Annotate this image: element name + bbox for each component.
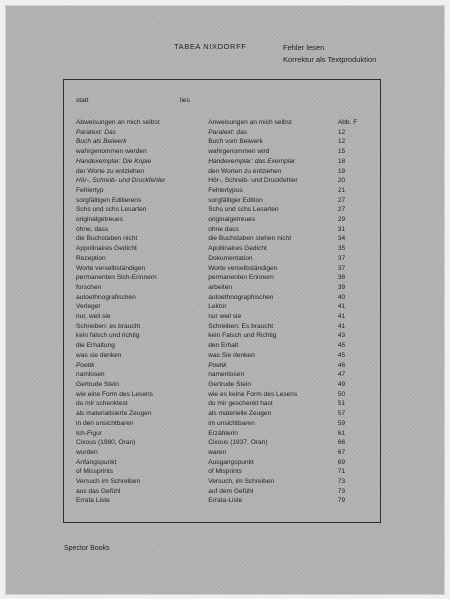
errata-row (76, 361, 376, 371)
errata-page-cell: 27 (337, 196, 346, 204)
errata-row (76, 176, 376, 186)
errata-page-cell: 41 (337, 313, 346, 321)
errata-lies-cell: Schreiben: Es braucht (208, 322, 274, 330)
errata-lies-cell: Buch vom Beiwerk (208, 138, 263, 146)
errata-lies-cell: permanenten Erinnern (208, 274, 274, 282)
errata-lies-cell: als materielle Zeugen (208, 410, 272, 418)
publisher-name: Spector Books (64, 545, 110, 552)
errata-lies-cell: originalgetreues (208, 216, 256, 224)
errata-lies-cell: Fehlertypus (208, 186, 243, 194)
errata-page-cell: 12 (337, 138, 346, 146)
errata-statt-cell: Anfangspunkt (76, 458, 117, 466)
errata-statt-cell: wahrgenommen werden (76, 148, 147, 156)
errata-statt-cell: der Worte zu entziehen (76, 167, 145, 175)
errata-lies-cell: Schs und schs Lesarten (208, 206, 279, 214)
errata-page-cell: 45 (337, 342, 346, 350)
errata-row (76, 341, 376, 351)
errata-lies-cell: Errata-Liste (208, 497, 243, 505)
errata-lies-cell: waren (208, 448, 227, 456)
errata-page-cell: 79 (337, 497, 346, 505)
errata-statt-cell: Appolinaires Gedicht (76, 245, 137, 253)
errata-lies-cell: ohne dass (208, 225, 239, 233)
errata-statt-cell: Paratext: Das (76, 128, 116, 136)
errata-page-cell: 12 (337, 128, 346, 136)
errata-page-cell: 29 (337, 216, 346, 224)
column-header-lies: lies (180, 97, 190, 104)
errata-statt-cell: Abweisungen an mich selbst (76, 119, 160, 126)
errata-statt-cell: Handexemplar: Die Kopie (76, 157, 152, 165)
errata-table (76, 118, 376, 506)
errata-row (76, 264, 376, 274)
errata-statt-cell: die Erhaltung (76, 342, 115, 350)
errata-statt-cell: du mir schenktest (76, 400, 128, 408)
errata-row (76, 399, 376, 409)
errata-row (76, 467, 376, 477)
errata-lies-cell: im unsichtbaren (208, 419, 255, 427)
errata-lies-cell: Apollinaires Gedicht (208, 245, 267, 253)
errata-row (76, 458, 376, 468)
errata-page-cell: 35 (337, 245, 346, 253)
errata-statt-cell: Schs und schs Lesarten (76, 206, 147, 214)
errata-lies-cell: Versuch, im Schreiben (208, 478, 275, 486)
errata-statt-cell: Buch als Beiwerk (76, 138, 127, 146)
errata-lies-cell: auf dem Gefühl (208, 487, 254, 495)
errata-statt-cell: was sie denken (76, 351, 122, 359)
errata-row (76, 118, 376, 128)
errata-statt-cell: originalgetreues (76, 216, 123, 224)
errata-row (76, 283, 376, 293)
errata-page-cell: 39 (337, 283, 346, 291)
errata-page-cell: 71 (337, 468, 346, 476)
errata-lies-cell: Poetik (208, 361, 227, 369)
errata-page-cell: 41 (337, 303, 346, 311)
errata-statt-cell: Verleger (76, 303, 101, 311)
errata-row (76, 147, 376, 157)
errata-lies-cell: Cixous (1937, Oran) (208, 439, 268, 447)
title-line: Fehler lesen (283, 43, 325, 52)
errata-lies-cell: wie es keine Form des Lesens (208, 390, 298, 398)
errata-statt-cell: namlosen (76, 371, 105, 379)
errata-page-cell: 50 (337, 390, 346, 398)
errata-lies-cell: wahrgenommen wird (208, 148, 270, 156)
errata-row (76, 225, 376, 235)
column-header-statt: statt (76, 97, 89, 104)
errata-statt-cell: als materialisierte Zeugen (76, 410, 152, 418)
errata-statt-cell: Errata Liste (76, 497, 110, 505)
errata-statt-cell: Rezeption (76, 254, 106, 262)
errata-statt-cell: ohne, dass (76, 225, 109, 233)
errata-lies-cell: Worte verselbständigen (208, 264, 278, 272)
errata-lies-cell: Anweisungen an mich selbst (208, 119, 292, 126)
errata-row (76, 128, 376, 138)
errata-statt-cell: Cixous (1980, Oran) (76, 439, 136, 447)
errata-page-cell: 19 (337, 167, 346, 175)
errata-row (76, 312, 376, 322)
errata-statt-cell: wie eine Form des Lesens (76, 390, 153, 398)
book-title (283, 42, 376, 66)
errata-row (76, 429, 376, 439)
errata-lies-cell: Lektor (208, 303, 227, 311)
errata-lies-cell: nur weil sie (208, 313, 242, 321)
errata-page-cell: 27 (337, 206, 346, 214)
errata-row (76, 167, 376, 177)
errata-statt-cell: aus das Gefühl (76, 487, 121, 495)
errata-page-cell: Abb. F (337, 119, 358, 126)
errata-row (76, 302, 376, 312)
errata-lies-cell: kein Falsch und Richtig (208, 332, 277, 340)
errata-statt-cell: Gertrude Stein (76, 380, 119, 388)
errata-page-cell: 37 (337, 254, 346, 262)
errata-lies-cell: Gertrude Stein (208, 380, 252, 388)
errata-page-cell: 69 (337, 458, 346, 466)
errata-row (76, 390, 376, 400)
errata-page-cell: 49 (337, 380, 346, 388)
errata-row (76, 293, 376, 303)
errata-statt-cell: Ich-Figur (76, 429, 103, 437)
errata-row (76, 196, 376, 206)
errata-row (76, 477, 376, 487)
errata-lies-cell: Hör-, Schreib- und Druckfehler (208, 177, 298, 185)
errata-lies-cell: du mir geschenkt hast (208, 400, 273, 408)
errata-page-cell: 45 (337, 351, 346, 359)
errata-statt-cell: Hör-, Schreib- und Druckfehler (76, 177, 166, 185)
errata-row (76, 157, 376, 167)
errata-page-cell: 67 (337, 448, 346, 456)
errata-row (76, 322, 376, 332)
errata-page-cell: 40 (337, 293, 346, 301)
errata-page-cell: 20 (337, 177, 346, 185)
errata-lies-cell: autoethnographischen (208, 293, 274, 301)
errata-lies-cell: Erzählerin (208, 429, 238, 437)
errata-page-cell: 15 (337, 148, 346, 156)
errata-page-cell: 47 (337, 371, 346, 379)
errata-lies-cell: namenlosen (208, 371, 245, 379)
errata-page-cell: 41 (337, 322, 346, 330)
errata-row (76, 370, 376, 380)
errata-lies-cell: was Sie denken (208, 351, 255, 359)
errata-row (76, 273, 376, 283)
errata-page-cell: 37 (337, 264, 346, 272)
errata-statt-cell: die Buchstaben nicht (76, 235, 138, 243)
errata-row (76, 419, 376, 429)
errata-page-cell: 66 (337, 439, 346, 447)
errata-row (76, 331, 376, 341)
errata-row (76, 487, 376, 497)
errata-page-cell: 59 (337, 419, 346, 427)
errata-statt-cell: of Missprints (76, 468, 114, 476)
errata-lies-cell: Ausgangspunkt (208, 458, 254, 466)
errata-page-cell: 34 (337, 235, 346, 243)
errata-row (76, 438, 376, 448)
errata-row (76, 351, 376, 361)
errata-page-cell: 21 (337, 186, 346, 194)
errata-page-cell: 31 (337, 225, 346, 233)
errata-row (76, 205, 376, 215)
errata-row (76, 215, 376, 225)
errata-statt-cell: kein falsch und richtig (76, 332, 140, 340)
errata-page-cell: 61 (337, 429, 346, 437)
errata-row (76, 186, 376, 196)
errata-row (76, 448, 376, 458)
errata-page-cell: 73 (337, 487, 346, 495)
errata-page-cell: 51 (337, 400, 346, 408)
errata-statt-cell: Worte verselbständigen (76, 264, 146, 272)
errata-lies-cell: Dokumentation (208, 254, 253, 262)
errata-lies-cell: den Erhalt (208, 342, 239, 350)
errata-row (76, 137, 376, 147)
errata-statt-cell: nur, weil sie (76, 313, 111, 321)
errata-statt-cell: Poetik (76, 361, 95, 369)
errata-page-cell: 43 (337, 332, 346, 340)
errata-page-cell: 46 (337, 361, 346, 369)
errata-lies-cell: Paratext: das (208, 128, 248, 136)
errata-statt-cell: forschen (76, 283, 102, 291)
errata-lies-cell: of Misprints (208, 468, 242, 476)
errata-page-cell: 57 (337, 410, 346, 418)
errata-statt-cell: Schreiben: es braucht (76, 322, 141, 330)
errata-statt-cell: permanenten Sich-Erinnern (76, 274, 157, 282)
errata-lies-cell: die Buchstaben stehen nicht (208, 235, 292, 243)
errata-statt-cell: Versuch im Schreiben (76, 478, 141, 486)
errata-statt-cell: in den unsichtbaren (76, 419, 134, 427)
errata-page-cell: 73 (337, 478, 346, 486)
errata-row (76, 244, 376, 254)
errata-statt-cell: sorgfältigen Editierens (76, 196, 142, 204)
subtitle-line: Korrektur als Textproduktion (283, 55, 377, 64)
errata-lies-cell: Handexemplar: das Exemplar (208, 157, 296, 165)
errata-row (76, 409, 376, 419)
errata-statt-cell: Fehlertyp (76, 186, 104, 194)
errata-page-cell: 38 (337, 274, 346, 282)
errata-row (76, 380, 376, 390)
errata-lies-cell: arbeiten (208, 283, 233, 291)
errata-lies-cell: den Worten zu entziehen (208, 167, 282, 175)
errata-page-cell: 18 (337, 157, 346, 165)
errata-lies-cell: sorgfältiger Edition (208, 196, 263, 204)
errata-statt-cell: autoethnografischen (76, 293, 136, 301)
errata-statt-cell: wurden (76, 448, 98, 456)
errata-row (76, 254, 376, 264)
errata-row (76, 234, 376, 244)
errata-row (76, 496, 376, 506)
errata-rows (76, 118, 376, 506)
author-name: TABEA NIXDORFF (174, 42, 247, 51)
